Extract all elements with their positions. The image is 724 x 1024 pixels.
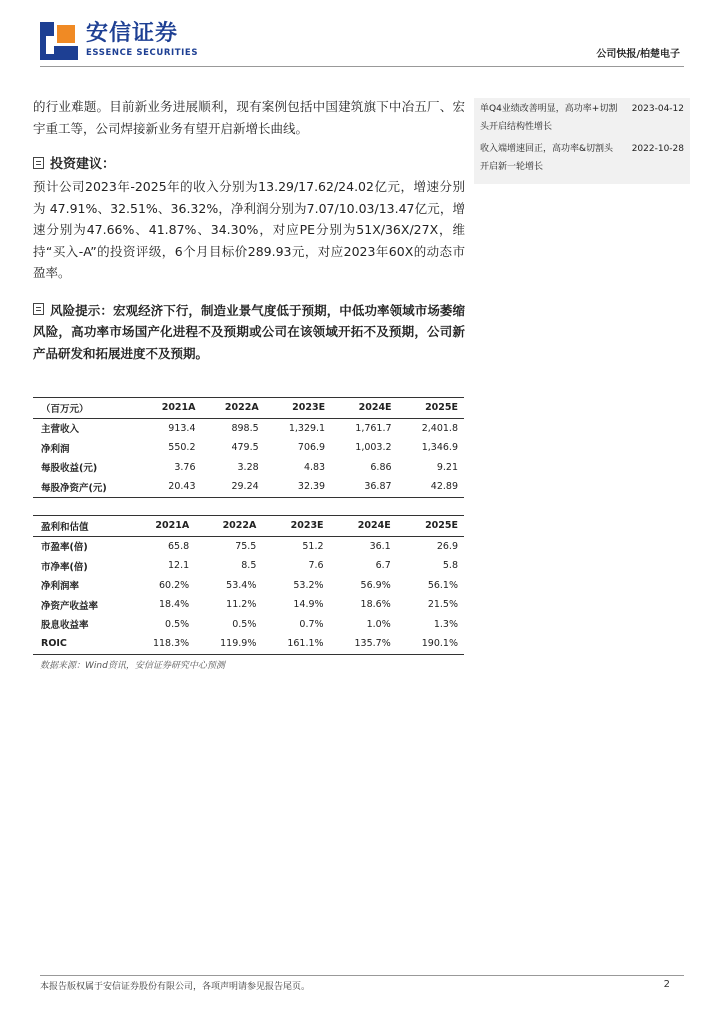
table-cell: 2,401.8	[421, 422, 458, 434]
table-header-cell: （百万元）	[33, 398, 138, 419]
table-cell: 1,761.7	[355, 422, 392, 434]
row-label: 净资产收益率	[41, 600, 99, 612]
table-row	[33, 634, 464, 654]
table-cell: 26.9	[436, 540, 458, 552]
invest-paragraph: 预计公司2023年-2025年的收入分别为13.29/17.62/24.02亿元，增速分别为 47.91%、32.51%、36.32%，净利润分别为7.07/10.03/13.47亿元，增速分别为47.66%、41.87%、34.30%，对应PE分别为51X/36X/27X，维持“买入-A”的投资评级，6个月目标价289.93元，对应2023年60X的动态市盈率。	[33, 179, 465, 280]
related-report-item[interactable]	[474, 100, 690, 136]
table-cell: 56.9%	[360, 579, 391, 591]
table-cell: 6.86	[370, 461, 392, 473]
risk-text: 风险提示：宏观经济下行，制造业景气度低于预期，中低功率领域市场萎缩风险，高功率市场国产化进程不及预期或公司在该领域开拓不及预期，公司新产品研发和拓展进度不及预期。	[33, 302, 465, 361]
data-source-note: 数据来源：Wind资讯，安信证券研究中心预测	[40, 661, 225, 671]
table-cell: 53.2%	[293, 579, 324, 591]
table-cell: 20.43	[138, 477, 201, 497]
row-label: 每股净资产(元)	[33, 477, 138, 497]
company-logo	[40, 22, 198, 60]
table-cell: 12.1	[168, 560, 190, 572]
report-tag: 公司快报/柏楚电子	[596, 49, 680, 60]
table-row	[33, 576, 464, 596]
table-header-cell: 2023E	[265, 398, 331, 419]
main-content	[33, 96, 465, 364]
related-report-date: 2022-10-28	[631, 144, 684, 154]
logo-mark-icon	[40, 22, 78, 60]
footer-divider	[40, 975, 684, 976]
table-header-cell: 盈利和估值	[33, 516, 128, 537]
table-row	[33, 477, 464, 497]
related-report-title[interactable]: 单Q4业绩改善明显，高功率+切割头开启结构性增长	[480, 104, 618, 132]
logo-chinese-name: 安信证券	[86, 21, 179, 46]
table-cell: 550.2	[168, 442, 196, 454]
footer-disclaimer: 本报告版权属于安信证券股份有限公司，各项声明请参见报告尾页。	[40, 982, 311, 992]
table-cell: 0.5%	[165, 618, 190, 630]
table-header-cell: 2022A	[202, 398, 265, 419]
table-cell: 8.5	[241, 560, 257, 572]
related-reports-panel	[474, 98, 690, 184]
table-cell: 65.8	[168, 540, 190, 552]
table-cell: 1,329.1	[288, 422, 326, 434]
row-label: 股息收益率	[41, 620, 89, 632]
table-cell: 0.7%	[299, 618, 324, 630]
table-cell: 18.6%	[360, 599, 391, 611]
table-cell: 18.4%	[158, 599, 190, 611]
table-header-cell: 2023E	[262, 516, 329, 537]
table-row	[33, 438, 464, 458]
table-cell: 32.39	[265, 477, 331, 497]
table-header-cell: 2021A	[128, 516, 195, 537]
table-cell: 42.89	[398, 477, 464, 497]
table-cell: 60.2%	[158, 579, 190, 591]
table-cell: 4.83	[303, 461, 326, 473]
table-cell: 53.4%	[226, 579, 257, 591]
row-label: 主营收入	[41, 424, 80, 436]
related-report-date: 2023-04-12	[631, 104, 684, 114]
table-cell: 36.87	[331, 477, 397, 497]
table-cell: 0.5%	[232, 618, 257, 630]
table-row	[33, 418, 464, 438]
valuation-table	[33, 515, 464, 655]
list-icon	[33, 303, 44, 315]
row-label: ROIC	[33, 634, 128, 654]
table-row	[33, 536, 464, 556]
table-cell: 898.5	[231, 422, 259, 434]
table-cell: 1.0%	[366, 618, 391, 630]
table-cell: 56.1%	[427, 579, 458, 591]
intro-paragraph: 的行业难题。目前新业务进展顺利，现有案例包括中国建筑旗下中冶五厂、宏宇重工等，公司焊接新业务有望开启新增长曲线。	[33, 99, 465, 136]
invest-section-title	[33, 153, 465, 172]
table-cell: 75.5	[235, 540, 257, 552]
table-header-cell: 2024E	[331, 398, 397, 419]
table-header-row	[33, 398, 464, 419]
table-cell: 3.76	[174, 461, 196, 473]
invest-title-text: 投资建议：	[50, 157, 116, 172]
financial-summary-table	[33, 397, 464, 498]
table-cell: 479.5	[231, 442, 259, 454]
table-cell: 1,346.9	[421, 442, 458, 454]
table-cell: 14.9%	[293, 599, 324, 611]
table-cell: 190.1%	[397, 634, 464, 654]
related-report-item[interactable]	[474, 140, 690, 176]
row-label: 净利润率	[41, 581, 80, 593]
table-header-cell: 2025E	[397, 516, 464, 537]
table-row	[33, 615, 464, 635]
table-cell: 9.21	[436, 461, 458, 473]
table-cell: 1.3%	[433, 618, 458, 630]
table-cell: 3.28	[237, 461, 259, 473]
list-icon	[33, 157, 44, 169]
row-label: 市净率(倍)	[41, 561, 88, 573]
table-header-row	[33, 516, 464, 537]
row-label: 市盈率(倍)	[41, 542, 88, 554]
row-label: 每股收益(元)	[41, 463, 98, 475]
related-report-title[interactable]: 收入端增速回正，高功率&切割头开启新一轮增长	[480, 144, 614, 172]
table-cell: 11.2%	[226, 599, 257, 611]
table-cell: 6.7	[375, 560, 391, 572]
table-cell: 51.2	[302, 540, 324, 552]
table-cell: 913.4	[168, 422, 196, 434]
table-header-cell: 2024E	[330, 516, 397, 537]
table-cell: 706.9	[297, 442, 326, 454]
table-row	[33, 595, 464, 615]
table-cell: 1,003.2	[355, 442, 392, 454]
header-divider	[40, 66, 684, 67]
table-cell: 36.1	[369, 540, 391, 552]
table-header-cell: 2025E	[398, 398, 464, 419]
page-number: 2	[663, 979, 670, 990]
table-cell: 161.1%	[262, 634, 329, 654]
table-cell: 135.7%	[330, 634, 397, 654]
row-label: 净利润	[41, 443, 70, 455]
table-header-cell: 2021A	[138, 398, 201, 419]
table-cell: 7.6	[308, 560, 324, 572]
logo-english-name: ESSENCE SECURITIES	[86, 48, 199, 58]
table-cell: 29.24	[202, 477, 265, 497]
table-row	[33, 556, 464, 576]
table-row	[33, 458, 464, 478]
risk-section	[33, 300, 465, 365]
table-cell: 5.8	[442, 560, 458, 572]
table-header-cell: 2022A	[195, 516, 262, 537]
table-cell: 21.5%	[427, 599, 458, 611]
table-cell: 119.9%	[195, 634, 262, 654]
table-cell: 118.3%	[128, 634, 195, 654]
